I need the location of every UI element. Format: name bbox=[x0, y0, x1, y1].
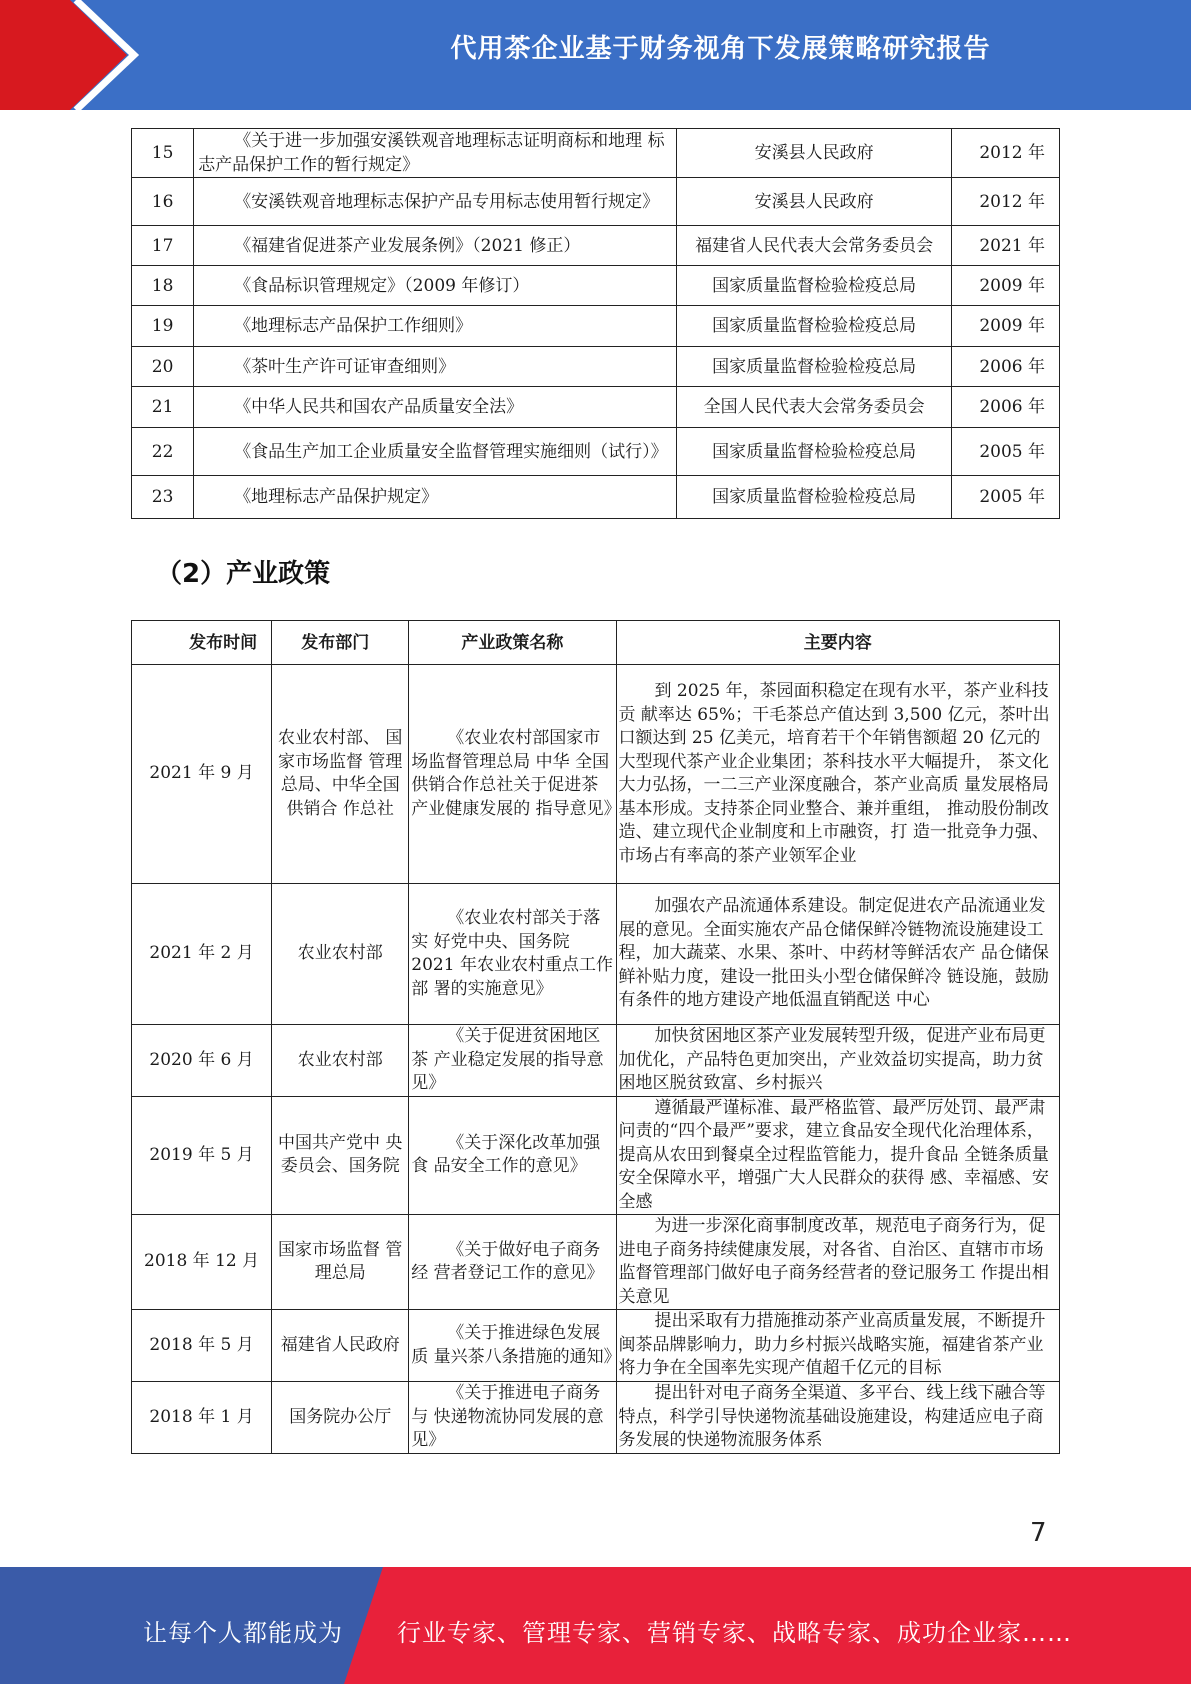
table-row bbox=[132, 428, 1060, 476]
regulation-name: 《中华人民共和国农产品质量安全法》 bbox=[194, 387, 677, 428]
policy-department: 国务院办公厅 bbox=[272, 1382, 409, 1454]
issue-year: 2012 年 bbox=[952, 129, 1060, 178]
header-arrow-decoration bbox=[0, 0, 160, 110]
policy-content: 为进一步深化商事制度改革，规范电子商务行为，促 进电子商务持续健康发展，对各省、自治区、直辖市市场监督管理部门做好电子商务经营者的登记服务工 作提出相关意见 bbox=[616, 1215, 1060, 1310]
policy-department: 农业农村部、 国家市场监督 管理总局、中华全国供销合 作总社 bbox=[272, 665, 409, 884]
policy-content: 加快贫困地区茶产业发展转型升级，促进产业布局更 加优化，产品特色更加突出，产业效益切实提高，助力贫困地区脱贫致富、乡村振兴 bbox=[616, 1025, 1060, 1097]
footer-slogan-left: 让每个人都能成为 bbox=[143, 1619, 343, 1647]
regulation-name: 《食品标识管理规定》（2009 年修订） bbox=[194, 266, 677, 306]
regulation-name: 《福建省促进茶产业发展条例》（2021 修正） bbox=[194, 226, 677, 266]
report-title: 代用茶企业基于财务视角下发展策略研究报告 bbox=[450, 34, 991, 64]
policy-name: 《关于促进贫困地区茶 产业稳定发展的指导意 见》 bbox=[409, 1025, 616, 1097]
table-row bbox=[132, 665, 1060, 884]
policy-name: 《农业农村部国家市场监督管理总局 中华 全国供销合作总社关于促进茶产业健康发展的 指导意见》 bbox=[409, 665, 616, 884]
row-number: 18 bbox=[132, 266, 194, 306]
page-number: 7 bbox=[1030, 1518, 1047, 1548]
policy-content: 提出采取有力措施推动茶产业高质量发展，不断提升 闽茶品牌影响力，助力乡村振兴战略实施，福建省茶产业将力争在全国率先实现产值超千亿元的目标 bbox=[616, 1310, 1060, 1382]
issuing-department: 国家质量监督检验检疫总局 bbox=[677, 428, 952, 476]
column-header-content: 主要内容 bbox=[616, 621, 1060, 665]
policy-name: 《关于做好电子商务经 营者登记工作的意见》 bbox=[409, 1215, 616, 1310]
issuing-department: 国家质量监督检验检疫总局 bbox=[677, 476, 952, 519]
policies-table bbox=[131, 620, 1060, 1454]
section-heading: （2）产业政策 bbox=[156, 559, 331, 589]
table-row bbox=[132, 387, 1060, 428]
column-header-policy-name: 产业政策名称 bbox=[409, 621, 616, 665]
issue-year: 2005 年 bbox=[952, 428, 1060, 476]
row-number: 17 bbox=[132, 226, 194, 266]
row-number: 15 bbox=[132, 129, 194, 178]
table-row bbox=[132, 306, 1060, 347]
table-row bbox=[132, 1382, 1060, 1454]
issuing-department: 国家质量监督检验检疫总局 bbox=[677, 306, 952, 347]
regulation-name: 《地理标志产品保护工作细则》 bbox=[194, 306, 677, 347]
table-row bbox=[132, 476, 1060, 519]
row-number: 20 bbox=[132, 347, 194, 387]
policy-name: 《关于推进电子商务与 快递物流协同发展的意 见》 bbox=[409, 1382, 616, 1454]
table-row bbox=[132, 1025, 1060, 1097]
policy-content: 遵循最严谨标准、最严格监管、最严厉处罚、最严肃 问责的“四个最严”要求，建立食品安全现代化治理体系，提高从农田到餐桌全过程监管能力，提升食品 全链条质量安全保障水平，增强广大人民群众的获得 感、幸福感、安全感 bbox=[616, 1096, 1060, 1215]
policy-department: 国家市场监督 管理总局 bbox=[272, 1215, 409, 1310]
table-row bbox=[132, 178, 1060, 226]
page-footer bbox=[0, 1567, 1191, 1684]
policy-content: 提出针对电子商务全渠道、多平台、线上线下融合等 特点，科学引导快递物流基础设施建设，构建适应电子商务发展的快递物流服务体系 bbox=[616, 1382, 1060, 1454]
table-row bbox=[132, 1096, 1060, 1215]
policy-time: 2018 年 12 月 bbox=[132, 1215, 272, 1310]
table-row bbox=[132, 226, 1060, 266]
policy-department: 农业农村部 bbox=[272, 1025, 409, 1097]
policy-time: 2018 年 5 月 bbox=[132, 1310, 272, 1382]
table-row bbox=[132, 347, 1060, 387]
issuing-department: 安溪县人民政府 bbox=[677, 129, 952, 178]
issuing-department: 全国人民代表大会常务委员会 bbox=[677, 387, 952, 428]
policy-name: 《农业农村部关于落实 好党中央、国务院 2021 年农业农村重点工作部 署的实施意见》 bbox=[409, 884, 616, 1025]
issuing-department: 国家质量监督检验检疫总局 bbox=[677, 347, 952, 387]
issuing-department: 安溪县人民政府 bbox=[677, 178, 952, 226]
policy-department: 福建省人民政府 bbox=[272, 1310, 409, 1382]
regulations-table bbox=[131, 128, 1060, 519]
regulation-name: 《关于进一步加强安溪铁观音地理标志证明商标和地理 标志产品保护工作的暂行规定》 bbox=[194, 129, 677, 178]
issue-year: 2006 年 bbox=[952, 347, 1060, 387]
policy-time: 2019 年 5 月 bbox=[132, 1096, 272, 1215]
row-number: 22 bbox=[132, 428, 194, 476]
issue-year: 2005 年 bbox=[952, 476, 1060, 519]
issue-year: 2009 年 bbox=[952, 306, 1060, 347]
policy-time: 2021 年 9 月 bbox=[132, 665, 272, 884]
policy-name: 《关于深化改革加强食 品安全工作的意见》 bbox=[409, 1096, 616, 1215]
issue-year: 2021 年 bbox=[952, 226, 1060, 266]
table-row bbox=[132, 1310, 1060, 1382]
regulation-name: 《地理标志产品保护规定》 bbox=[194, 476, 677, 519]
issue-year: 2006 年 bbox=[952, 387, 1060, 428]
policy-time: 2018 年 1 月 bbox=[132, 1382, 272, 1454]
issuing-department: 福建省人民代表大会常务委员会 bbox=[677, 226, 952, 266]
row-number: 19 bbox=[132, 306, 194, 347]
policy-content: 加强农产品流通体系建设。制定促进农产品流通业发 展的意见。全面实施农产品仓储保鲜冷链物流设施建设工程，加大蔬菜、水果、茶叶、中药材等鲜活农产 品仓储保鲜补贴力度，建设一批田头小型仓储保鲜冷 链设施，鼓励有条件的地方建设产地低温直销配送 中心 bbox=[616, 884, 1060, 1025]
policy-department: 中国共产党中 央委员会、国务院 bbox=[272, 1096, 409, 1215]
page-header bbox=[0, 0, 1191, 110]
regulation-name: 《食品生产加工企业质量安全监督管理实施细则（试行）》 bbox=[194, 428, 677, 476]
policy-time: 2021 年 2 月 bbox=[132, 884, 272, 1025]
regulation-name: 《安溪铁观音地理标志保护产品专用标志使用暂行规定》 bbox=[194, 178, 677, 226]
table-row bbox=[132, 1215, 1060, 1310]
table-row bbox=[132, 129, 1060, 178]
policy-time: 2020 年 6 月 bbox=[132, 1025, 272, 1097]
column-header-time: 发布时间 bbox=[132, 621, 272, 665]
table-header-row bbox=[132, 621, 1060, 665]
row-number: 21 bbox=[132, 387, 194, 428]
table-row bbox=[132, 884, 1060, 1025]
column-header-department: 发布部门 bbox=[272, 621, 409, 665]
issue-year: 2009 年 bbox=[952, 266, 1060, 306]
policy-department: 农业农村部 bbox=[272, 884, 409, 1025]
regulation-name: 《茶叶生产许可证审查细则》 bbox=[194, 347, 677, 387]
row-number: 23 bbox=[132, 476, 194, 519]
issue-year: 2012 年 bbox=[952, 178, 1060, 226]
issuing-department: 国家质量监督检验检疫总局 bbox=[677, 266, 952, 306]
policy-name: 《关于推进绿色发展质 量兴茶八条措施的通知》 bbox=[409, 1310, 616, 1382]
footer-slogan-right: 行业专家、管理专家、营销专家、战略专家、成功企业家…… bbox=[397, 1619, 1072, 1647]
policy-content: 到 2025 年，茶园面积稳定在现有水平，茶产业科技贡 献率达 65%；干毛茶总产值达到 3,500 亿元，茶叶出口额达到 25 亿美元，培育若干个年销售额超 20 亿元的大型现代茶产业企业集团；茶科技水平大幅提升， 茶文化大力弘扬，一二三产业深度融合，茶产业高质 量发展格局基本形成。支持茶企同业整合、兼并重组， 推动股份制改造、建立现代企业制度和上市融资，打 造一批竞争力强、市场占有率高的茶产业领军企业 bbox=[616, 665, 1060, 884]
table-row bbox=[132, 266, 1060, 306]
row-number: 16 bbox=[132, 178, 194, 226]
